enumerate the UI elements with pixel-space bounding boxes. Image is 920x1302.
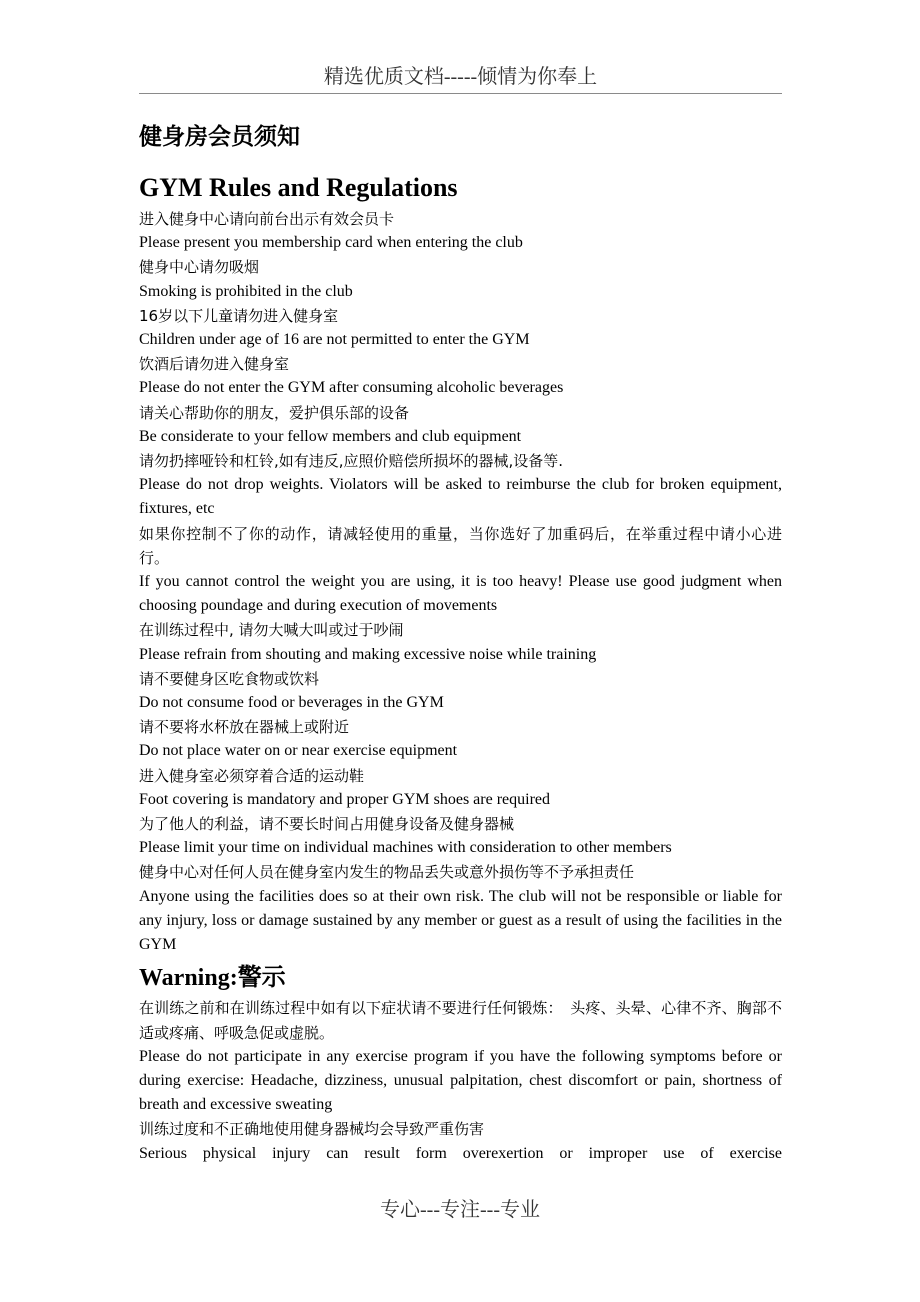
warning-heading — [139, 959, 782, 996]
rule-13-cn: 健身中心对任何人员在健身室内发生的物品丢失或意外损伤等不予承担责任 — [139, 863, 635, 882]
warning-1-cn: 在训练之前和在训练过程中如有以下症状请不要进行任何锻炼： 头疼、头晕、心律不齐、胸部不适或疼痛、呼吸急促或虚脱。 — [139, 999, 782, 1042]
rule-4-en: Please do not enter the GYM after consuming alcoholic beverages — [139, 379, 564, 397]
title-chinese: 健身房会员须知 — [139, 124, 300, 150]
rule-5-cn: 请关心帮助你的朋友，爱护俱乐部的设备 — [139, 403, 410, 422]
page-header: 精选优质文档-----倾情为你奉上 — [139, 62, 782, 94]
rule-6-cn: 请勿扔摔哑铃和杠铃,如有违反,应照价赔偿所损坏的器械,设备等. — [139, 452, 564, 471]
rule-1-cn: 进入健身中心请向前台出示有效会员卡 — [139, 210, 395, 228]
warning-2-en: Serious physical injury can result form overexertion or improper use of exercise — [139, 1144, 782, 1162]
warning-heading-cn: 警示 — [237, 963, 286, 992]
warning-heading-en: Warning: — [139, 965, 238, 992]
rule-1-en: Please present you membership card when entering the club — [139, 234, 523, 252]
warning-1-en: Please do not participate in any exercise program if you have the following symptoms before or during exercise: Headache, dizziness, unusual palpitation, chest discomfort or pain, shortness of breath and excessive sweating — [139, 1047, 782, 1114]
rule-3-en: Children under age of 16 are not permitted to enter the GYM — [139, 331, 530, 349]
rule-2-cn: 健身中心请勿吸烟 — [139, 258, 260, 277]
rule-6-en: Please do not drop weights. Violators will be asked to reimburse the club for broken equipment, fixtures, etc — [139, 476, 782, 518]
rule-7-cn: 如果你控制不了你的动作，请减轻使用的重量，当你选好了加重码后，在举重过程中请小心进行。 — [139, 524, 782, 567]
rule-12-en: Please limit your time on individual machines with consideration to other members — [139, 839, 672, 857]
title-english: GYM Rules and Regulations — [139, 173, 458, 202]
rule-9-cn: 请不要健身区吃食物或饮料 — [139, 669, 320, 688]
rule-10-en: Do not place water on or near exercise equipment — [139, 742, 458, 760]
rule-11-cn: 进入健身室必须穿着合适的运动鞋 — [139, 766, 365, 785]
rule-10-cn: 请不要将水杯放在器械上或附近 — [139, 718, 350, 737]
rule-8-en: Please refrain from shouting and making excessive noise while training — [139, 645, 597, 663]
rules-list — [139, 207, 782, 957]
warning-2-cn: 训练过度和不正确地使用健身器械均会导致严重伤害 — [139, 1120, 485, 1139]
rule-3-cn: 16岁以下儿童请勿进入健身室 — [139, 306, 339, 325]
warning-list — [139, 996, 782, 1165]
rule-11-en: Foot covering is mandatory and proper GYM shoes are required — [139, 790, 550, 808]
rule-4-cn: 饮酒后请勿进入健身室 — [139, 355, 290, 374]
rule-7-en: If you cannot control the weight you are using, it is too heavy! Please use good judgment when choosing poundage and during execution of movements — [139, 573, 782, 615]
rule-13-en: Anyone using the facilities does so at their own risk. The club will not be responsible or liable for any injury, loss or damage sustained by any member or guest as a result of using the facilities in the GYM — [139, 887, 782, 954]
document-body — [139, 119, 782, 1166]
rule-9-en: Do not consume food or beverages in the GYM — [139, 694, 444, 712]
rule-2-en: Smoking is prohibited in the club — [139, 282, 353, 300]
page-footer: 专心---专注---专业 — [380, 1199, 540, 1221]
rule-8-cn: 在训练过程中, 请勿大喊大叫或过于吵闹 — [139, 621, 404, 640]
rule-5-en: Be considerate to your fellow members and club equipment — [139, 427, 522, 445]
rule-12-cn: 为了他人的利益，请不要长时间占用健身设备及健身器械 — [139, 815, 515, 834]
